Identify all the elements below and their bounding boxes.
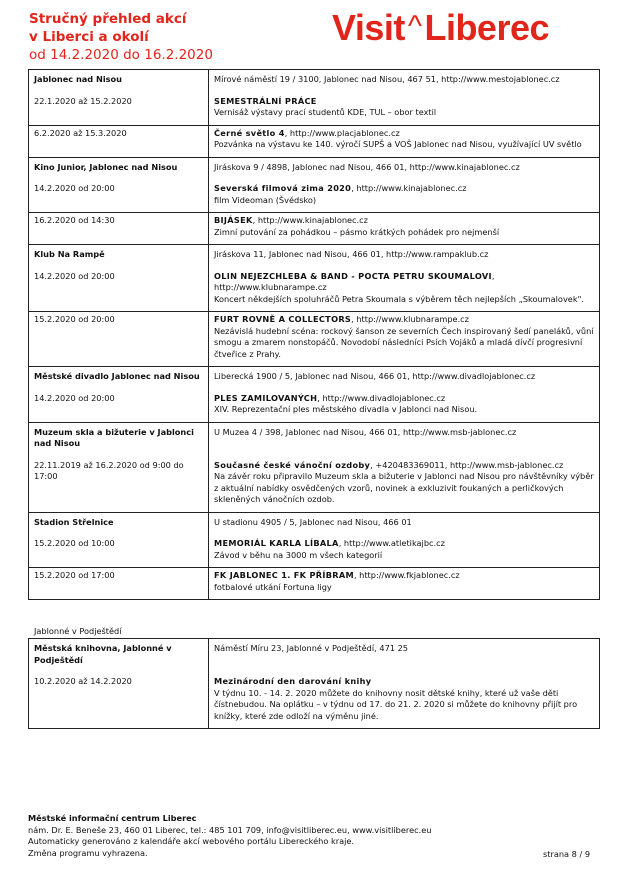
- event-date: 10.2.2020 až 14.2.2020: [34, 676, 132, 686]
- event-date: 14.2.2020 od 20:00: [34, 270, 115, 281]
- event-title-line: [214, 676, 594, 688]
- event-info-cell: [209, 94, 600, 126]
- venue-address: Jiráskova 9 / 4898, Jablonec nad Nisou, 466 01, http://www.kinajablonec.cz: [214, 161, 520, 172]
- event-date: 15.2.2020 od 17:00: [34, 570, 115, 580]
- venue-name-cell: [29, 157, 209, 181]
- venue-name: Stadion Střelnice: [34, 516, 114, 527]
- venue-address-cell: [209, 422, 600, 458]
- footer-note-generated: Automaticky generováno z kalendáře akcí webového portálu Libereckého kraje.: [28, 836, 355, 847]
- venue-name: Klub Na Rampě: [34, 249, 105, 259]
- event-url: , http://www.klubnarampe.cz: [214, 270, 495, 292]
- visit-liberec-logo: [332, 8, 549, 51]
- section-label-jablonne: Jablonné v Podještědí: [34, 626, 122, 636]
- event-url: , +420483369011, http://www.msb-jablonec.cz: [370, 459, 564, 470]
- event-date: 14.2.2020 od 20:00: [34, 183, 115, 193]
- event-title: MEMORIÁL KARLA LÍBALA: [214, 538, 339, 548]
- venue-address-cell: [209, 157, 600, 181]
- event-row: [29, 568, 600, 600]
- venue-address-cell: [209, 367, 600, 391]
- event-title: BIJÁSEK: [214, 215, 253, 225]
- venue-name-cell: [29, 245, 209, 269]
- event-info-cell: [209, 536, 600, 568]
- event-row: [29, 458, 600, 513]
- event-description: XIV. Reprezentační ples městského divadla v Jablonci nad Nisou.: [214, 404, 478, 414]
- event-title-line: [214, 538, 594, 550]
- event-title: Černé světlo 4: [214, 127, 285, 138]
- title-line-2: v Liberci a okolí: [29, 29, 149, 45]
- venue-address-cell: [209, 512, 600, 536]
- event-description: Nezávislá hudební scéna: rockový šanson ze severních Čech inspirovaný šedí paneláků, vůní smogu a zmarem nonstopáčů. Novodobí následníci Psích Vojáků a mladá dívčí progresivní čtveřice z Prahy.: [214, 325, 594, 359]
- venue-row: [29, 422, 600, 458]
- venue-address-cell: [209, 639, 600, 675]
- title-line-1: Stručný přehled akcí: [29, 11, 187, 27]
- venue-name: Městské divadlo Jablonec nad Nisou: [34, 371, 200, 381]
- event-url: , http://www.atletikajbc.cz: [338, 538, 445, 548]
- event-info-cell: [209, 674, 600, 729]
- event-info-cell: [209, 568, 600, 600]
- venue-address: Jiráskova 11, Jablonec nad Nisou, 466 01, http://www.rampaklub.cz: [214, 249, 489, 259]
- event-row: [29, 269, 600, 312]
- venue-name-cell: [29, 70, 209, 94]
- venue-name: Muzeum skla a bižuterie v Jablonci nad Nisou: [34, 426, 194, 448]
- event-row: [29, 181, 600, 213]
- venue-name-cell: [29, 512, 209, 536]
- event-title: Současné české vánoční ozdoby: [214, 459, 371, 470]
- venue-name: Městská knihovna, Jablonné v Podještědí: [34, 643, 172, 665]
- event-info-cell: [209, 269, 600, 312]
- venue-name-cell: [29, 639, 209, 675]
- event-title: SEMESTRÁLNÍ PRÁCE: [214, 95, 317, 106]
- event-row: [29, 674, 600, 729]
- event-row: [29, 536, 600, 568]
- event-title-line: [214, 314, 594, 326]
- logo-word-visit: Visit: [332, 7, 405, 48]
- venue-row: [29, 367, 600, 391]
- event-title: FURT ROVNĚ A COLLECTORS: [214, 314, 352, 324]
- event-title: Severská filmová zima 2020: [214, 183, 352, 193]
- event-date: 15.2.2020 od 10:00: [34, 538, 115, 548]
- event-date: 22.11.2019 až 16.2.2020 od 9:00 do 17:00: [34, 459, 184, 481]
- event-date: 15.2.2020 od 20:00: [34, 314, 115, 324]
- event-description: V týdnu 10. - 14. 2. 2020 můžete do knihovny nosit dětské knihy, které už vaše děti čístnebudou. Na oplátku – v týdnu od 17. do 21. 2. 2020 si můžete do knihovny přijít pro knížky, které zde odloží na výměnu jiné.: [214, 687, 578, 721]
- event-description: Vernisáž výstavy prací studentů KDE, TUL – obor textil: [214, 107, 437, 117]
- venue-row: [29, 512, 600, 536]
- event-date-cell: [29, 674, 209, 729]
- venue-name-cell: [29, 422, 209, 458]
- event-row: [29, 391, 600, 423]
- event-url: , http://www.klubnarampe.cz: [351, 314, 469, 324]
- event-title: OLIN NEJEZCHLEBA & BAND - POCTA PETRU SKOUMALOVI: [214, 270, 492, 281]
- event-url: , http://www.fkjablonec.cz: [353, 570, 460, 580]
- event-info-cell: [209, 213, 600, 245]
- event-title-line: [214, 570, 594, 582]
- event-description: Koncert někdejších spoluhráčů Petra Skoumala s výběrem těch nejlepších „Skoumalovek".: [214, 293, 584, 304]
- event-info-cell: [209, 312, 600, 367]
- event-date-cell: [29, 125, 209, 157]
- venue-address: U stadionu 4905 / 5, Jablonec nad Nisou, 466 01: [214, 516, 412, 527]
- venue-name: Jablonec nad Nisou: [34, 74, 122, 84]
- page-number: strana 8 / 9: [543, 849, 591, 859]
- event-description: Pozvánka na výstavu ke 140. výročí SUPŠ a VOŠ Jablonec nad Nisou, využívající UV světlo: [214, 139, 582, 149]
- venue-address-cell: [209, 245, 600, 269]
- event-date: 16.2.2020 od 14:30: [34, 215, 115, 225]
- venue-row: [29, 245, 600, 269]
- logo-word-liberec: Liberec: [424, 7, 550, 48]
- event-description: film Videoman (Švédsko): [214, 194, 317, 205]
- document-title: [29, 10, 213, 64]
- event-description: Závod v běhu na 3000 m všech kategorií: [214, 549, 383, 560]
- venue-row: [29, 639, 600, 675]
- venue-row: [29, 157, 600, 181]
- event-date-cell: [29, 94, 209, 126]
- event-date-cell: [29, 213, 209, 245]
- event-description: fotbalové utkání Fortuna ligy: [214, 581, 332, 592]
- event-date-cell: [29, 536, 209, 568]
- event-title-line: [214, 271, 594, 294]
- footer-note-change: Změna programu vyhrazena.: [28, 847, 148, 858]
- event-url: , http://www.placjablonec.cz: [284, 127, 400, 138]
- event-row: [29, 125, 600, 157]
- event-title-line: [214, 128, 594, 140]
- event-title-line: [214, 215, 594, 227]
- event-date-cell: [29, 181, 209, 213]
- event-row: [29, 94, 600, 126]
- event-row: [29, 213, 600, 245]
- event-info-cell: [209, 125, 600, 157]
- events-table-jablonec: [28, 69, 600, 600]
- event-url: , http://www.kinajablonec.cz: [252, 215, 368, 225]
- date-range: od 14.2.2020 do 16.2.2020: [29, 47, 213, 63]
- event-title-line: [214, 183, 594, 195]
- venue-address: Liberecká 1900 / 5, Jablonec nad Nisou, 466 01, http://www.divadlojablonec.cz: [214, 371, 536, 381]
- event-info-cell: [209, 181, 600, 213]
- venue-name-cell: [29, 367, 209, 391]
- venue-name: Kino Junior, Jablonec nad Nisou: [34, 161, 178, 172]
- event-title: PLES ZAMILOVANÝCH: [214, 392, 318, 403]
- event-date-cell: [29, 568, 209, 600]
- event-title: FK JABLONEC 1. FK PŘÍBRAM: [214, 570, 354, 580]
- event-title-line: [214, 393, 594, 405]
- event-url: , http://www.divadlojablonec.cz: [317, 392, 446, 403]
- footer-org: Městské informační centrum Liberec: [28, 813, 197, 823]
- event-title-line: [214, 96, 594, 108]
- event-date: 22.1.2020 až 15.2.2020: [34, 95, 132, 106]
- event-description: Zimní putování za pohádkou – pásmo krátkých pohádek pro nejmenší: [214, 226, 500, 237]
- venue-address: Mírové náměstí 19 / 3100, Jablonec nad Nisou, 467 51, http://www.mestojablonec.cz: [214, 74, 560, 84]
- event-date-cell: [29, 269, 209, 312]
- event-title: Mezinárodní den darování knihy: [214, 676, 372, 686]
- venue-address-cell: [209, 70, 600, 94]
- event-date-cell: [29, 312, 209, 367]
- event-row: [29, 312, 600, 367]
- logo-caret-icon: ^: [407, 10, 422, 43]
- event-url: , http://www.kinajablonec.cz: [351, 183, 467, 193]
- events-table-jablonne: [28, 638, 600, 729]
- footer-contact: nám. Dr. E. Beneše 23, 460 01 Liberec, tel.: 485 101 709, info@visitliberec.eu, www.visitliberec.eu: [28, 824, 432, 835]
- event-date-cell: [29, 391, 209, 423]
- venue-row: [29, 70, 600, 94]
- event-description: Na závěr roku připravilo Muzeum skla a bižuterie v Jablonci nad Nisou pro návštěvníky výběr z aktuální nabídky osvědčených vzorů, novinek a exkluzivit foukaných a perličkových skleněných vánočních ozdob.: [214, 471, 594, 504]
- event-info-cell: [209, 391, 600, 423]
- event-date-cell: [29, 458, 209, 513]
- event-title-line: [214, 460, 594, 472]
- venue-address: U Muzea 4 / 398, Jablonec nad Nisou, 466 01, http://www.msb-jablonec.cz: [214, 426, 517, 437]
- event-date: 14.2.2020 od 20:00: [34, 392, 115, 403]
- venue-address: Náměstí Míru 23, Jablonné v Podještědí, 471 25: [214, 643, 409, 653]
- event-info-cell: [209, 458, 600, 513]
- footer: [28, 813, 431, 859]
- event-date: 6.2.2020 až 15.3.2020: [34, 127, 127, 138]
